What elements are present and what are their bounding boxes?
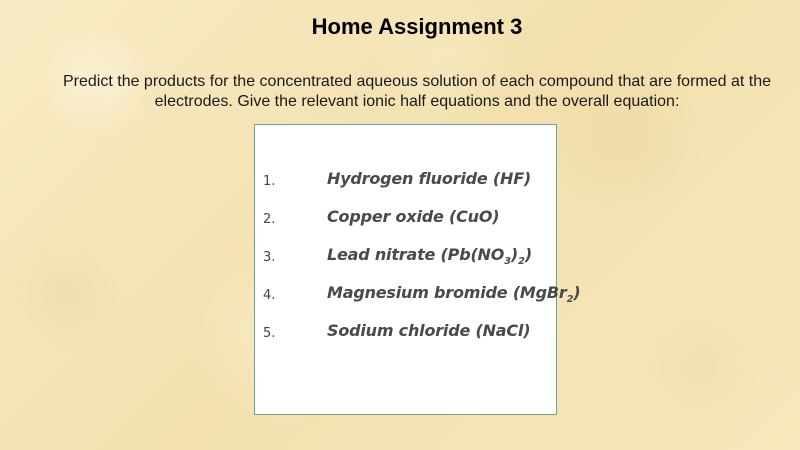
question-text-part: Magnesium bromide (MgBr bbox=[327, 283, 567, 302]
question-box bbox=[254, 124, 581, 415]
question-text bbox=[327, 283, 581, 305]
question-text-part: ) bbox=[573, 283, 581, 302]
question-number: 2. bbox=[263, 212, 276, 227]
question-text bbox=[327, 245, 532, 267]
question-item-3 bbox=[255, 245, 556, 283]
question-number: 3. bbox=[263, 250, 276, 265]
question-number: 1. bbox=[263, 174, 276, 189]
question-text bbox=[327, 207, 499, 226]
formula-subscript: 2 bbox=[566, 294, 574, 305]
question-text-part: Sodium chloride (NaCl) bbox=[327, 321, 531, 340]
question-number: 5. bbox=[263, 326, 276, 341]
question-item-4 bbox=[255, 283, 581, 321]
question-text-part: ) bbox=[510, 245, 519, 264]
question-text-part: Copper oxide (CuO) bbox=[327, 207, 500, 226]
question-item-5 bbox=[255, 321, 556, 359]
question-text bbox=[327, 321, 530, 340]
slide-title: Home Assignment 3 bbox=[311, 14, 523, 39]
assignment-instructions: Predict the products for the concentrated aqueous solution of each compound that are formed at the electrodes. Give the relevant ionic half equations and the overall equation: bbox=[63, 73, 771, 110]
question-list bbox=[255, 169, 581, 359]
question-text-part: ) bbox=[524, 245, 532, 264]
question-item-1 bbox=[255, 169, 556, 207]
formula-subscript: 2 bbox=[518, 256, 525, 267]
question-number: 4. bbox=[263, 288, 276, 303]
question-text-part: Lead nitrate (Pb(NO bbox=[327, 245, 505, 264]
formula-subscript: 3 bbox=[504, 256, 511, 267]
question-text-part: Hydrogen fluoride (HF) bbox=[327, 169, 532, 188]
question-text bbox=[327, 169, 531, 188]
question-item-2 bbox=[255, 207, 556, 245]
